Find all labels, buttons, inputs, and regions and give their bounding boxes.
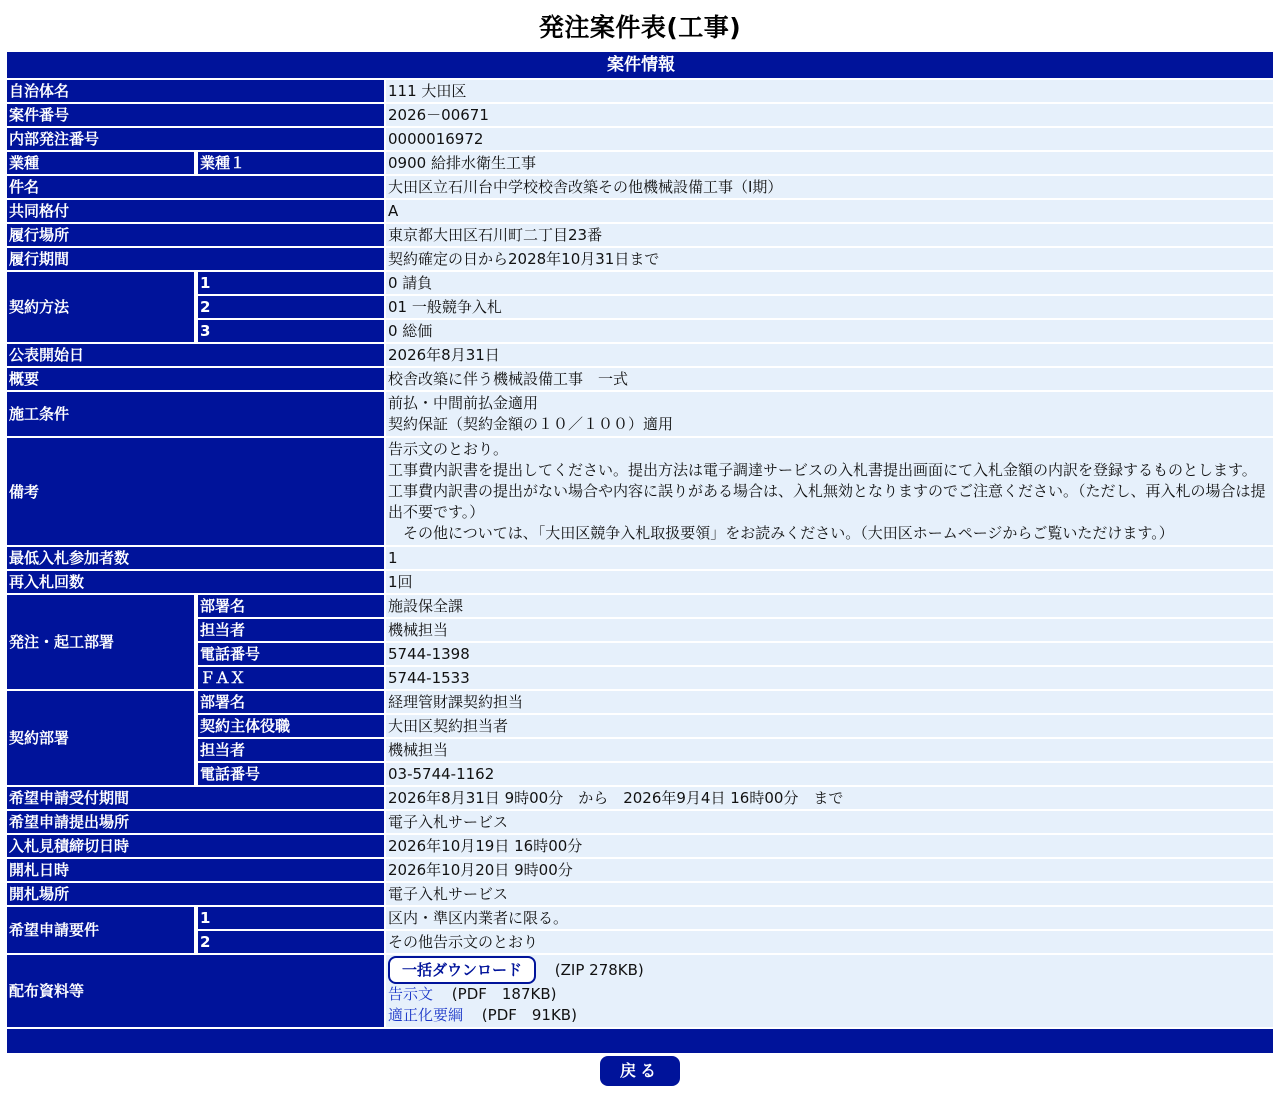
- value-remarks: [386, 438, 1273, 545]
- row-publish-date: [7, 344, 1273, 366]
- value-contract-dept-person: 機械担当: [386, 739, 1273, 761]
- label-contract-method: 契約方法: [7, 272, 196, 342]
- row-contract-dept-3: [7, 739, 1273, 761]
- row-case-no: [7, 104, 1273, 126]
- sublabel-ordering-dept-phone: 電話番号: [196, 643, 386, 665]
- row-contract-method-3: [7, 320, 1273, 342]
- value-joint: A: [386, 200, 1273, 222]
- label-apply-requirements: 希望申請要件: [7, 907, 196, 953]
- row-overview: [7, 368, 1273, 390]
- value-apply-requirements-2: その他告示文のとおり: [386, 931, 1273, 953]
- label-location: 履行場所: [7, 224, 386, 246]
- conditions-line: 契約保証（契約金額の１０／１００）適用: [388, 415, 674, 433]
- row-apply-period: [7, 787, 1273, 809]
- remarks-line: 告示文のとおり。: [388, 440, 509, 458]
- value-apply-requirements-1: 区内・準区内業者に限る。: [386, 907, 1273, 929]
- row-opening-datetime: [7, 859, 1273, 881]
- value-documents: [386, 955, 1273, 1027]
- sublabel-contract-method-2: 2: [196, 296, 386, 318]
- value-contract-dept-title: 大田区契約担当者: [386, 715, 1273, 737]
- bulk-download-button[interactable]: 一括ダウンロード: [388, 956, 536, 984]
- label-period: 履行期間: [7, 248, 386, 270]
- row-location: [7, 224, 1273, 246]
- value-contract-dept-phone: 03-5744-1162: [386, 763, 1273, 785]
- value-location: 東京都大田区石川町二丁目23番: [386, 224, 1273, 246]
- row-bid-deadline: [7, 835, 1273, 857]
- value-subject: 大田区立石川台中学校校舎改築その他機械設備工事（Ⅰ期）: [386, 176, 1273, 198]
- value-apply-place: 電子入札サービス: [386, 811, 1273, 833]
- label-municipality: 自治体名: [7, 80, 386, 102]
- remarks-line: その他については、「大田区競争入札取扱要領」をお読みください。（大田区ホームページからご覧いただけます。）: [388, 524, 1174, 542]
- value-municipality: 111 大田区: [386, 80, 1273, 102]
- bulk-download-line: [388, 956, 1273, 984]
- row-contract-method-2: [7, 296, 1273, 318]
- row-remarks: [7, 438, 1273, 545]
- row-subject: [7, 176, 1273, 198]
- sublabel-industry: 業種１: [196, 152, 386, 174]
- page-title: 発注案件表(工事): [538, 13, 742, 42]
- value-min-bidders: 1: [386, 547, 1273, 569]
- footer-bar-row: [7, 1029, 1273, 1053]
- value-contract-dept-name: 経理管財課契約担当: [386, 691, 1273, 713]
- label-publish-date: 公表開始日: [7, 344, 386, 366]
- label-remarks: 備考: [7, 438, 386, 545]
- value-bid-deadline: 2026年10月19日 16時00分: [386, 835, 1273, 857]
- label-conditions: 施工条件: [7, 392, 386, 436]
- label-ordering-dept: 発注・起工部署: [7, 595, 196, 689]
- conditions-line: 前払・中間前払金適用: [388, 394, 539, 412]
- section-header-row: [7, 52, 1273, 78]
- row-municipality: [7, 80, 1273, 102]
- sublabel-contract-dept-name: 部署名: [196, 691, 386, 713]
- sublabel-ordering-dept-person: 担当者: [196, 619, 386, 641]
- label-apply-place: 希望申請提出場所: [7, 811, 386, 833]
- row-industry: [7, 152, 1273, 174]
- row-joint: [7, 200, 1273, 222]
- value-ordering-dept-phone: 5744-1398: [386, 643, 1273, 665]
- value-contract-method-1: 0 請負: [386, 272, 1273, 294]
- file-info-notice: (PDF 187KB): [451, 985, 557, 1003]
- row-period: [7, 248, 1273, 270]
- case-info-table: [7, 50, 1273, 1055]
- label-opening-datetime: 開札日時: [7, 859, 386, 881]
- value-rebid-count: 1回: [386, 571, 1273, 593]
- row-apply-requirements-1: [7, 907, 1273, 929]
- sublabel-ordering-dept-name: 部署名: [196, 595, 386, 617]
- row-contract-dept-1: [7, 691, 1273, 713]
- label-case-no: 案件番号: [7, 104, 386, 126]
- file-info-guidelines: (PDF 91KB): [481, 1006, 577, 1024]
- row-ordering-dept-1: [7, 595, 1273, 617]
- sublabel-apply-requirements-1: 1: [196, 907, 386, 929]
- row-min-bidders: [7, 547, 1273, 569]
- value-industry: 0900 給排水衛生工事: [386, 152, 1273, 174]
- sublabel-apply-requirements-2: 2: [196, 931, 386, 953]
- sublabel-contract-dept-phone: 電話番号: [196, 763, 386, 785]
- back-button-area: [0, 1056, 1280, 1086]
- label-subject: 件名: [7, 176, 386, 198]
- sublabel-contract-dept-title: 契約主体役職: [196, 715, 386, 737]
- row-apply-requirements-2: [7, 931, 1273, 953]
- file-link-notice[interactable]: 告示文: [388, 985, 434, 1003]
- label-industry: 業種: [7, 152, 196, 174]
- row-contract-dept-4: [7, 763, 1273, 785]
- remarks-line: 工事費内訳書の提出がない場合や内容に誤りがある場合は、入札無効となりますのでご注意ください。（ただし、再入札の場合は提出不要です。）: [388, 482, 1266, 521]
- value-case-no: 2026－00671: [386, 104, 1273, 126]
- value-opening-place: 電子入札サービス: [386, 883, 1273, 905]
- sublabel-ordering-dept-fax: ＦＡＸ: [196, 667, 386, 689]
- back-button[interactable]: 戻る: [600, 1056, 680, 1086]
- bulk-download-info: (ZIP 278KB): [554, 960, 644, 979]
- row-ordering-dept-2: [7, 619, 1273, 641]
- row-contract-dept-2: [7, 715, 1273, 737]
- row-ordering-dept-4: [7, 667, 1273, 689]
- sublabel-contract-method-3: 3: [196, 320, 386, 342]
- label-apply-period: 希望申請受付期間: [7, 787, 386, 809]
- label-bid-deadline: 入札見積締切日時: [7, 835, 386, 857]
- row-rebid-count: [7, 571, 1273, 593]
- section-title: 案件情報: [7, 52, 1273, 78]
- value-contract-method-3: 0 総価: [386, 320, 1273, 342]
- sublabel-contract-dept-person: 担当者: [196, 739, 386, 761]
- value-ordering-dept-person: 機械担当: [386, 619, 1273, 641]
- label-documents: 配布資料等: [7, 955, 386, 1027]
- sublabel-contract-method-1: 1: [196, 272, 386, 294]
- file-line: [388, 1005, 1273, 1026]
- row-internal-no: [7, 128, 1273, 150]
- label-overview: 概要: [7, 368, 386, 390]
- row-documents: [7, 955, 1273, 1027]
- label-opening-place: 開札場所: [7, 883, 386, 905]
- row-apply-place: [7, 811, 1273, 833]
- value-contract-method-2: 01 一般競争入札: [386, 296, 1273, 318]
- value-conditions: [386, 392, 1273, 436]
- value-apply-period: 2026年8月31日 9時00分 から 2026年9月4日 16時00分 まで: [386, 787, 1273, 809]
- row-conditions: [7, 392, 1273, 436]
- label-joint: 共同格付: [7, 200, 386, 222]
- remarks-line: 工事費内訳書を提出してください。提出方法は電子調達サービスの入札書提出画面にて入札金額の内訳を登録するものとします。: [388, 461, 1257, 479]
- label-contract-dept: 契約部署: [7, 691, 196, 785]
- label-rebid-count: 再入札回数: [7, 571, 386, 593]
- value-ordering-dept-fax: 5744-1533: [386, 667, 1273, 689]
- row-opening-place: [7, 883, 1273, 905]
- footer-bar: [7, 1029, 1273, 1053]
- value-internal-no: 0000016972: [386, 128, 1273, 150]
- value-opening-datetime: 2026年10月20日 9時00分: [386, 859, 1273, 881]
- value-period: 契約確定の日から2028年10月31日まで: [386, 248, 1273, 270]
- file-line: [388, 984, 1273, 1005]
- label-internal-no: 内部発注番号: [7, 128, 386, 150]
- row-ordering-dept-3: [7, 643, 1273, 665]
- value-overview: 校舎改築に伴う機械設備工事 一式: [386, 368, 1273, 390]
- label-min-bidders: 最低入札参加者数: [7, 547, 386, 569]
- file-link-guidelines[interactable]: 適正化要綱: [388, 1006, 464, 1024]
- value-publish-date: 2026年8月31日: [386, 344, 1273, 366]
- row-contract-method-1: [7, 272, 1273, 294]
- value-ordering-dept-name: 施設保全課: [386, 595, 1273, 617]
